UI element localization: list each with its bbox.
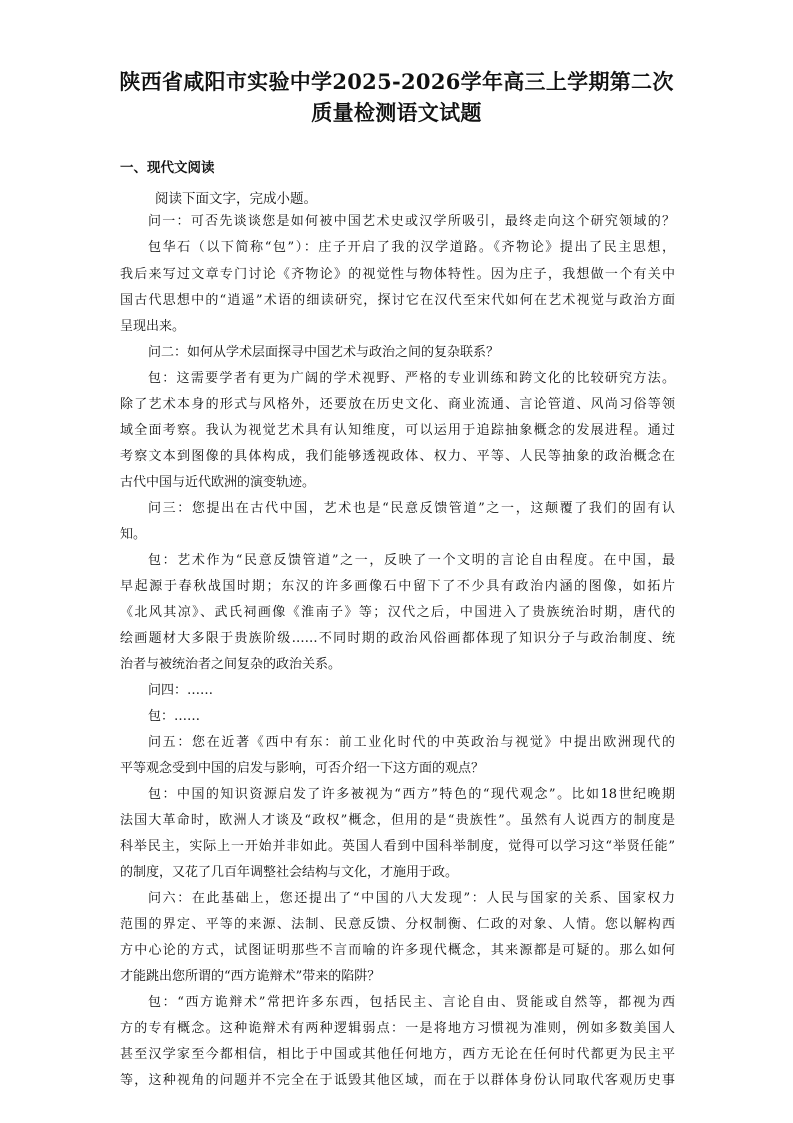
body-line: 问二：如何从学术层面探寻中国艺术与政治之间的复杂联系？	[148, 345, 500, 360]
body-line: 方中心论的方式，试图证明那些不言而喻的许多现代概念，其来源都是可疑的。那么如何	[120, 943, 675, 958]
document-title-line-1: 陕西省咸阳市实验中学2025-2026学年高三上学期第二次	[119, 69, 674, 94]
body-line: 问四：……	[148, 683, 214, 698]
body-line: 除了艺术本身的形式与风格外，还要放在历史文化、商业流通、言论管道、风尚习俗等领	[120, 397, 675, 412]
body-line: 包华石（以下简称“包”）：庄子开启了我的汉学道路。《齐物论》提出了民主思想，	[148, 240, 675, 255]
body-line: 考察文本到图像的具体构成，我们能够透视政体、权力、平等、人民等抽象的政治概念在	[120, 449, 675, 464]
body-line: 问一：可否先谈谈您是如何被中国艺术史或汉学所吸引，最终走向这个研究领域的？	[148, 214, 675, 229]
body-line: 才能跳出您所谓的“西方诡辩术”带来的陷阱？	[120, 969, 381, 984]
body-line: 域全面考察。我认为视觉艺术具有认知维度，可以运用于追踪抽象概念的发展进程。通过	[120, 423, 675, 438]
body-line: 问六：在此基础上，您还提出了“中国的八大发现”：人民与国家的关系、国家权力	[148, 891, 675, 906]
body-line: 范围的界定、平等的来源、法制、民意反馈、分权制衡、仁政的对象、人情。您以解构西	[120, 917, 675, 932]
body-line: 绘画题材大多限于贵族阶级……不同时期的政治风俗画都体现了知识分子与政治制度、统	[120, 631, 675, 646]
body-line: 治者与被统治者之间复杂的政治关系。	[120, 657, 342, 672]
section-heading: 一、现代文阅读	[120, 160, 215, 176]
body-line: 国古代思想中的“逍遥”术语的细读研究，探讨它在汉代至宋代如何在艺术视觉与政治方面	[120, 293, 675, 308]
body-line: 法国大革命时，欧洲人才谈及“政权”概念，但用的是“贵族性”。虽然有人说西方的制度是	[120, 813, 675, 828]
body-line: 科举民主，实际上一开始并非如此。英国人看到中国科举制度，觉得可以学习这“举贤任能”	[120, 839, 675, 854]
body-line: 《北风其凉》、武氏祠画像《淮南子》等；汉代之后，中国进入了贵族统治时期，唐代的	[120, 605, 675, 620]
body-line: 知。	[120, 527, 147, 542]
body-line: 包：“西方诡辩术”常把许多东西，包括民主、言论自由、贤能或自然等，都视为西	[148, 995, 675, 1010]
body-line: 等，这种视角的问题并不完全在于诋毁其他区域，而在于以群体身份认同取代客观历史事	[120, 1073, 675, 1088]
body-line: 早起源于春秋战国时期；东汉的许多画像石中留下了不少具有政治内涵的图像，如拓片	[120, 579, 675, 594]
body-line: 包：艺术作为“民意反馈管道”之一，反映了一个文明的言论自由程度。在中国，最	[148, 553, 675, 568]
body-line: 呈现出来。	[120, 319, 186, 334]
body-line: 的制度，又花了几百年调整社会结构与文化，才施用于政。	[120, 865, 459, 880]
body-line: 方的专有概念。这种诡辩术有两种逻辑弱点：一是将地方习惯视为准则，例如多数美国人	[120, 1021, 675, 1036]
body-line: 包：这需要学者有更为广阔的学术视野、严格的专业训练和跨文化的比较研究方法。	[148, 371, 675, 386]
body-line: 平等观念受到中国的启发与影响，可否介绍一下这方面的观点？	[120, 761, 485, 776]
body-line: 甚至汉学家至今都相信，相比于中国或其他任何地方，西方无论在任何时代都更为民主平	[120, 1047, 675, 1062]
body-line: 包：中国的知识资源启发了许多被视为“西方”特色的“现代观念”。比如18世纪晚期	[148, 787, 675, 802]
body-line: 包：……	[148, 709, 201, 724]
body-line: 问五：您在近著《西中有东：前工业化时代的中英政治与视觉》中提出欧洲现代的	[148, 735, 675, 750]
reading-instruction: 阅读下面文字，完成小题。	[155, 191, 317, 207]
body-line: 问三：您提出在古代中国，艺术也是“民意反馈管道”之一，这颠覆了我们的固有认	[148, 501, 675, 516]
body-line: 我后来写过文章专门讨论《齐物论》的视觉性与物体特性。因为庄子，我想做一个有关中	[120, 267, 675, 282]
body-line: 古代中国与近代欧洲的演变轨迹。	[120, 475, 316, 490]
document-title-line-2: 质量检测语文试题	[311, 100, 482, 125]
